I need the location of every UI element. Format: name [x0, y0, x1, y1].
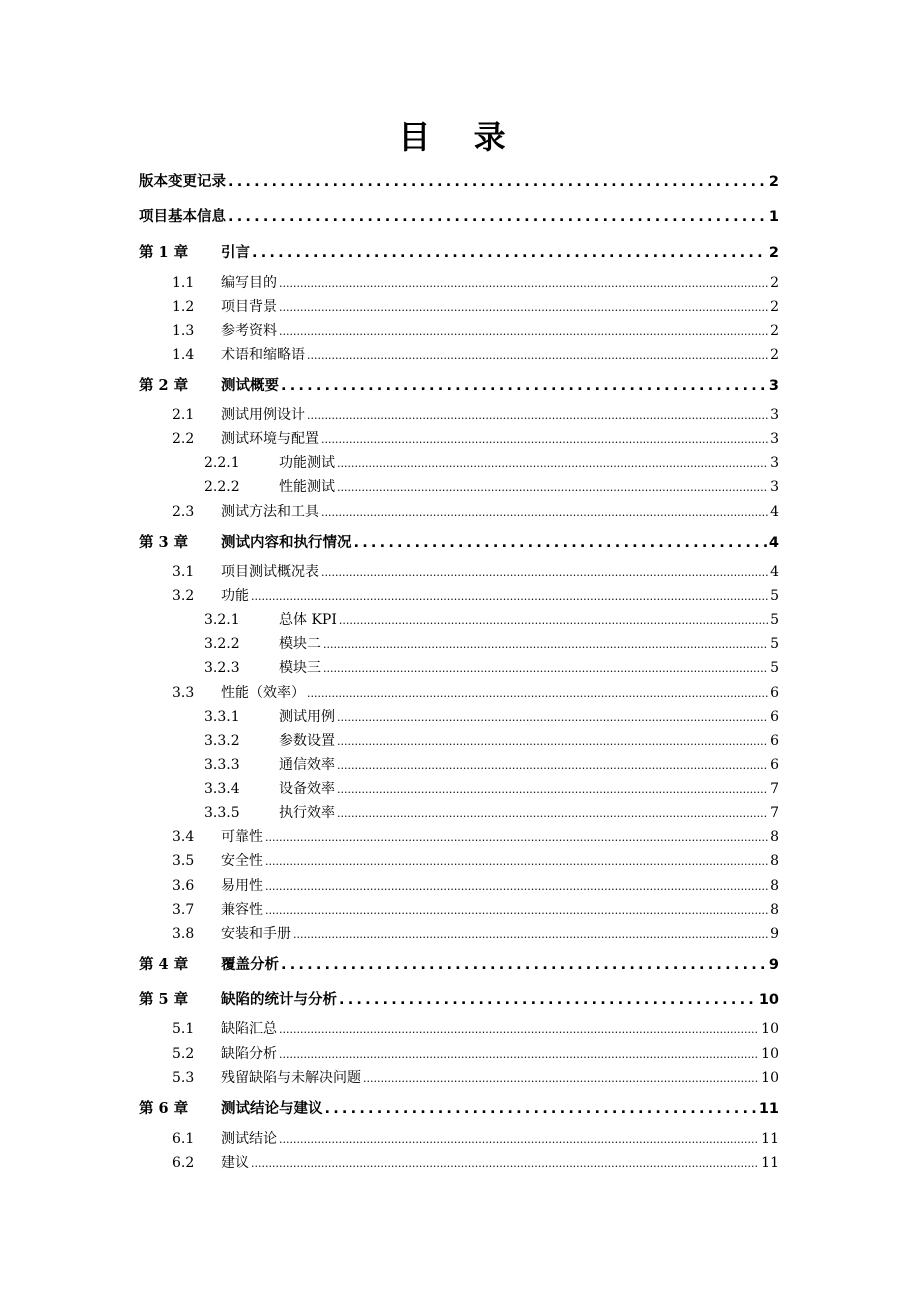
toc-entry-page: 10	[761, 1070, 779, 1086]
toc-entry-label: 模块三	[279, 660, 321, 676]
dot-leader	[279, 299, 768, 315]
toc-entry-label: 测试方法和工具	[221, 504, 319, 520]
toc-entry-number: 5.1	[172, 1021, 195, 1037]
toc-entry-page: 3	[768, 378, 779, 394]
toc-entry[interactable]	[139, 531, 779, 552]
dot-leader	[265, 853, 768, 869]
toc-title: 目 录	[398, 118, 522, 156]
toc-entry-page: 2	[768, 245, 779, 261]
dot-leader	[228, 209, 767, 225]
toc-entry-page: 5	[770, 588, 779, 604]
toc-entry-label: 安装和手册	[221, 926, 291, 942]
toc-entry[interactable]	[139, 953, 779, 974]
toc-entry-page: 5	[770, 660, 779, 676]
toc-entry[interactable]	[204, 706, 779, 726]
toc-entry-page: 6	[770, 709, 779, 725]
toc-entry[interactable]	[139, 374, 779, 395]
toc-entry-page: 2	[768, 174, 779, 190]
toc-entry-page: 10	[761, 1046, 779, 1062]
toc-entry-number: 2.1	[172, 407, 195, 423]
dot-leader	[265, 829, 768, 845]
toc-entry-number: 2.2.1	[204, 455, 240, 471]
toc-entry[interactable]	[172, 1152, 779, 1172]
toc-entry-page: 3	[770, 431, 779, 447]
toc-entry-number: 2.2	[172, 431, 195, 447]
toc-entry-label: 设备效率	[279, 781, 335, 797]
toc-entry-label: 兼容性	[221, 902, 263, 918]
toc-entry-page: 10	[761, 1021, 779, 1037]
toc-entry-number: 3.3.1	[204, 709, 240, 725]
toc-entry-number: 5.2	[172, 1046, 195, 1062]
toc-entry-label: 残留缺陷与未解决问题	[221, 1070, 361, 1086]
dot-leader	[321, 504, 768, 520]
toc-entry-label: 引言	[221, 245, 250, 261]
toc-entry-label: 参数设置	[279, 733, 335, 749]
toc-entry-number: 1.1	[172, 275, 195, 291]
toc-entry-label: 项目背景	[221, 299, 277, 315]
toc-entry-label: 缺陷分析	[221, 1046, 277, 1062]
toc-entry-number: 3.3.5	[204, 805, 240, 821]
dot-leader	[321, 431, 768, 447]
toc-entry[interactable]	[204, 633, 779, 653]
toc-entry-number: 3.2.2	[204, 636, 240, 652]
dot-leader	[363, 1070, 759, 1086]
toc-entry[interactable]	[172, 344, 779, 364]
toc-entry-page: 5	[770, 612, 779, 628]
dot-leader	[251, 588, 768, 604]
toc-entry[interactable]	[172, 875, 779, 895]
toc-entry-page: 6	[770, 685, 779, 701]
toc-entry-label: 功能	[221, 588, 249, 604]
dot-leader	[323, 636, 768, 652]
toc-entry[interactable]	[172, 561, 779, 581]
dot-leader	[281, 957, 767, 973]
toc-entry-page: 8	[770, 878, 779, 894]
toc-entry-label: 安全性	[221, 853, 263, 869]
toc-entry[interactable]	[172, 320, 779, 340]
toc-entry[interactable]	[172, 428, 779, 448]
toc-entry-number: 3.3.2	[204, 733, 240, 749]
toc-entry[interactable]	[172, 682, 779, 702]
toc-entry-number: 第 1 章	[139, 244, 189, 261]
toc-entry-number: 3.5	[172, 853, 195, 869]
toc-entry[interactable]	[172, 296, 779, 316]
toc-entry-label: 项目基本信息	[139, 209, 226, 225]
toc-entry-page: 4	[770, 564, 779, 580]
toc-entry-label: 测试结论	[221, 1131, 277, 1147]
dot-leader	[337, 781, 768, 797]
toc-entry-page: 6	[770, 733, 779, 749]
toc-entry-label: 性能（效率）	[221, 685, 305, 701]
toc-entry-number: 第 6 章	[139, 1100, 189, 1117]
toc-entry[interactable]	[139, 205, 779, 226]
toc-entry[interactable]	[204, 754, 779, 774]
toc-entry-number: 3.2.1	[204, 612, 240, 628]
toc-entry[interactable]	[204, 730, 779, 750]
toc-entry-page: 8	[770, 853, 779, 869]
toc-entry-page: 10	[758, 992, 779, 1008]
toc-entry-label: 测试概要	[221, 378, 279, 394]
toc-entry[interactable]	[139, 988, 779, 1009]
toc-entry-label: 功能测试	[279, 455, 335, 471]
toc-entry[interactable]	[172, 1067, 779, 1087]
toc-entry-label: 可靠性	[221, 829, 263, 845]
toc-entry-number: 1.2	[172, 299, 195, 315]
toc-entry-label: 通信效率	[279, 757, 335, 773]
toc-entry-label: 编写目的	[221, 275, 277, 291]
toc-entry[interactable]	[139, 1097, 779, 1118]
toc-entry-page: 8	[770, 902, 779, 918]
toc-entry-label: 测试结论与建议	[221, 1101, 323, 1117]
toc-entry-label: 建议	[221, 1155, 249, 1171]
toc-entry-number: 3.3.4	[204, 781, 240, 797]
dot-leader	[279, 275, 768, 291]
toc-entry-number: 6.2	[172, 1155, 195, 1171]
toc-entry[interactable]	[172, 1043, 779, 1063]
toc-entry-label: 测试内容和执行情况	[221, 535, 352, 551]
toc-entry-label: 测试用例设计	[221, 407, 305, 423]
toc-entry[interactable]	[172, 404, 779, 424]
toc-entry-page: 9	[768, 957, 779, 973]
toc-entry-page: 3	[770, 455, 779, 471]
toc-entry[interactable]	[172, 923, 779, 943]
toc-entry-page: 1	[768, 209, 779, 225]
toc-entry-number: 第 5 章	[139, 991, 189, 1008]
dot-leader	[354, 535, 767, 551]
toc-entry[interactable]	[204, 778, 779, 798]
toc-entry-page: 11	[758, 1101, 779, 1117]
dot-leader	[337, 805, 768, 821]
dot-leader	[279, 1046, 759, 1062]
toc-entry-label: 测试环境与配置	[221, 431, 319, 447]
toc-entry-page: 11	[761, 1155, 779, 1171]
dot-leader	[307, 347, 768, 363]
toc-entry-number: 3.2	[172, 588, 195, 604]
toc-entry[interactable]	[172, 826, 779, 846]
dot-leader	[279, 1131, 759, 1147]
dot-leader	[337, 733, 768, 749]
toc-entry-label: 参考资料	[221, 323, 277, 339]
dot-leader	[281, 378, 767, 394]
dot-leader	[265, 878, 768, 894]
toc-entry[interactable]	[204, 476, 779, 496]
toc-entry-page: 2	[770, 275, 779, 291]
toc-entry-page: 3	[770, 407, 779, 423]
toc-entry[interactable]	[172, 899, 779, 919]
dot-leader	[337, 455, 768, 471]
toc-entry-label: 术语和缩略语	[221, 347, 305, 363]
toc-entry[interactable]	[204, 657, 779, 677]
toc-entry-label: 性能测试	[279, 479, 335, 495]
toc-entry-number: 第 4 章	[139, 956, 189, 973]
toc-entry[interactable]	[172, 850, 779, 870]
dot-leader	[337, 709, 768, 725]
dot-leader	[325, 1101, 757, 1117]
toc-entry-number: 3.3.3	[204, 757, 240, 773]
toc-entry-page: 2	[770, 323, 779, 339]
toc-entry-number: 1.4	[172, 347, 195, 363]
toc-entry-label: 易用性	[221, 878, 263, 894]
toc-entry-number: 第 2 章	[139, 377, 189, 394]
toc-entry-page: 4	[768, 535, 779, 551]
dot-leader	[323, 660, 768, 676]
toc-entry[interactable]	[172, 585, 779, 605]
toc-entry[interactable]	[172, 1018, 779, 1038]
toc-entry[interactable]	[204, 802, 779, 822]
toc-entry-number: 3.2.3	[204, 660, 240, 676]
dot-leader	[307, 685, 768, 701]
toc-entry[interactable]	[139, 241, 779, 262]
toc-entry-number: 3.4	[172, 829, 195, 845]
dot-leader	[321, 564, 768, 580]
toc-entry-label: 项目测试概况表	[221, 564, 319, 580]
toc-entry[interactable]	[172, 501, 779, 521]
toc-entry-number: 2.3	[172, 504, 195, 520]
toc-entry-number: 6.1	[172, 1131, 195, 1147]
toc-entry-page: 9	[770, 926, 779, 942]
dot-leader	[252, 245, 767, 261]
toc-entry-label: 缺陷的统计与分析	[221, 992, 337, 1008]
toc-entry-label: 总体 KPI	[279, 612, 337, 628]
toc-entry-page: 2	[770, 299, 779, 315]
dot-leader	[265, 902, 768, 918]
toc-entry-label: 测试用例	[279, 709, 335, 725]
toc-entry-page: 5	[770, 636, 779, 652]
dot-leader	[339, 992, 757, 1008]
dot-leader	[337, 479, 768, 495]
toc-entry-number: 3.8	[172, 926, 195, 942]
toc-entry-page: 4	[770, 504, 779, 520]
toc-entry[interactable]	[204, 609, 779, 629]
toc-entry[interactable]	[172, 1128, 779, 1148]
toc-entry-label: 执行效率	[279, 805, 335, 821]
toc-entry-label: 模块二	[279, 636, 321, 652]
toc-entry-number: 3.6	[172, 878, 195, 894]
toc-entry-page: 8	[770, 829, 779, 845]
toc-entry-label: 缺陷汇总	[221, 1021, 277, 1037]
dot-leader	[251, 1155, 759, 1171]
toc-entry-page: 3	[770, 479, 779, 495]
toc-entry-number: 第 3 章	[139, 534, 189, 551]
toc-entry-number: 5.3	[172, 1070, 195, 1086]
toc-entry-number: 3.3	[172, 685, 195, 701]
dot-leader	[337, 757, 768, 773]
toc-entry-page: 2	[770, 347, 779, 363]
toc-entry-number: 1.3	[172, 323, 195, 339]
toc-entry-page: 7	[770, 781, 779, 797]
toc-entry-number: 3.1	[172, 564, 195, 580]
dot-leader	[228, 174, 767, 190]
dot-leader	[279, 323, 768, 339]
dot-leader	[293, 926, 768, 942]
dot-leader	[279, 1021, 759, 1037]
toc-entry-page: 7	[770, 805, 779, 821]
toc-entry-page: 6	[770, 757, 779, 773]
toc-entry[interactable]	[204, 452, 779, 472]
toc-entry-label: 覆盖分析	[221, 957, 279, 973]
toc-entry-number: 2.2.2	[204, 479, 240, 495]
toc-entry[interactable]	[139, 170, 779, 191]
toc-entry-page: 11	[761, 1131, 779, 1147]
toc-entry[interactable]	[172, 272, 779, 292]
dot-leader	[339, 612, 768, 628]
toc-entry-number: 3.7	[172, 902, 195, 918]
toc-entry-label: 版本变更记录	[139, 174, 226, 190]
dot-leader	[307, 407, 768, 423]
